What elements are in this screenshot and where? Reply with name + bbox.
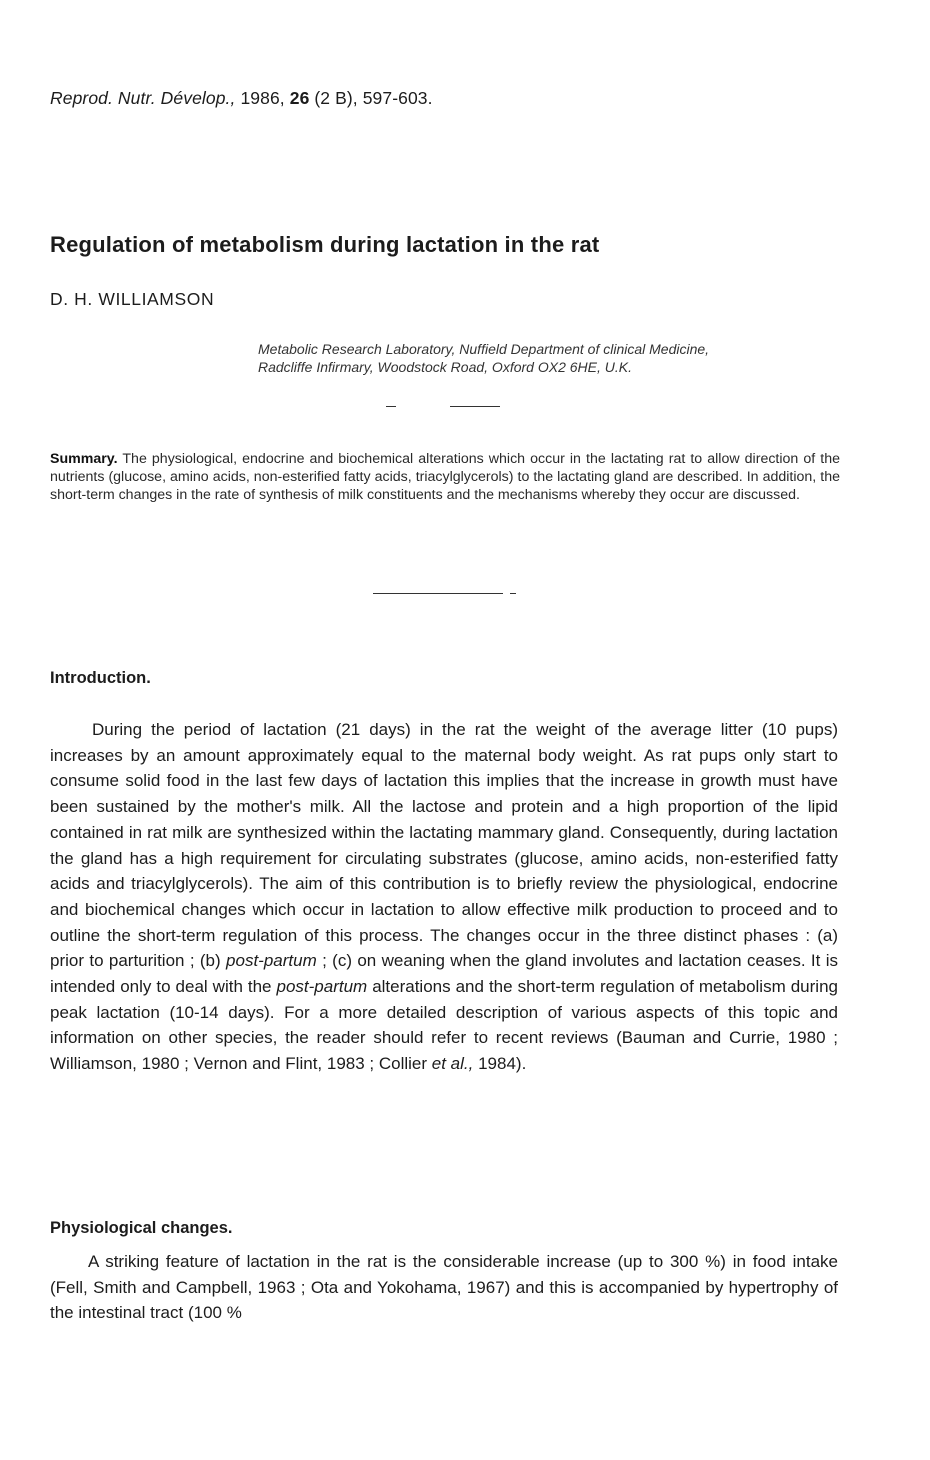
affiliation [258, 340, 858, 376]
summary-label: Summary. [50, 451, 118, 467]
divider [510, 593, 516, 594]
divider [450, 406, 500, 407]
journal-volume: 26 [289, 88, 310, 108]
section-heading-introduction: Introduction. [50, 669, 151, 687]
affiliation-line: Radcliffe Infirmary, Woodstock Road, Oxford OX2 6HE, U.K. [258, 359, 632, 375]
affiliation-line: Metabolic Research Laboratory, Nuffield Department of clinical Medicine, [258, 341, 710, 357]
divider [386, 406, 396, 407]
introduction-paragraph: During the period of lactation (21 days) in the rat the weight of the average litter (10 pups) increases by an amount approximately equal to the maternal body weight. As rat pups only start to consume solid food in the last few days of lactation this implies that the increase in growth must have been sustained by the mother's milk. All the lactose and protein and a high proportion of the lipid contained in rat milk are synthesized within the lactating mammary gland. Consequently, during lactation the gland has a high requirement for circulating substrates (glucose, amino acids, non-esterified fatty acids and triacylglycerols). The aim of this contribution is to briefly review the physiological, endocrine and biochemical changes which occur in lactation to allow effective milk production to proceed and to outline the short-term regulation of this process. The changes occur in the three distinct phases : (a) prior to parturition ; (b) post-partum ; (c) on weaning when the gland involutes and lactation ceases. It is intended only to deal with the post-partum alterations and the short-term regulation of metabolism during peak lactation (10-14 days). For a more detailed description of various aspects of this topic and information on other species, the reader should refer to recent reviews (Bauman and Currie, 1980 ; Williamson, 1980 ; Vernon and Flint, 1983 ; Collier et al., 1984). [50, 720, 838, 1074]
journal-name: Reprod. Nutr. Dévelop., [50, 88, 236, 108]
journal-issue-pages: (2 B), 597-603. [314, 88, 433, 108]
journal-citation [50, 88, 433, 109]
journal-year: 1986, [240, 88, 285, 108]
summary-block [50, 450, 840, 505]
physiological-paragraph: A striking feature of lactation in the rat is the considerable increase (up to 300 %) in food intake (Fell, Smith and Campbell, 1963 ; Ota and Yokohama, 1967) and this is accompanied by hypertrophy of the intestinal tract (100 % [50, 1252, 838, 1323]
author-name: D. H. WILLIAMSON [50, 289, 215, 309]
summary-text: The physiological, endocrine and biochemical alterations which occur in the lactating rat to allow direction of the nutrients (glucose, amino acids, non-esterified fatty acids, triacylglycerols) to the lactating gland are described. In addition, the short-term changes in the rate of synthesis of milk constituents and the mechanisms whereby they occur are discussed. [50, 451, 840, 504]
section-heading-physiological: Physiological changes. [50, 1219, 233, 1237]
article-title: Regulation of metabolism during lactation in the rat [50, 232, 600, 257]
divider [373, 593, 503, 594]
